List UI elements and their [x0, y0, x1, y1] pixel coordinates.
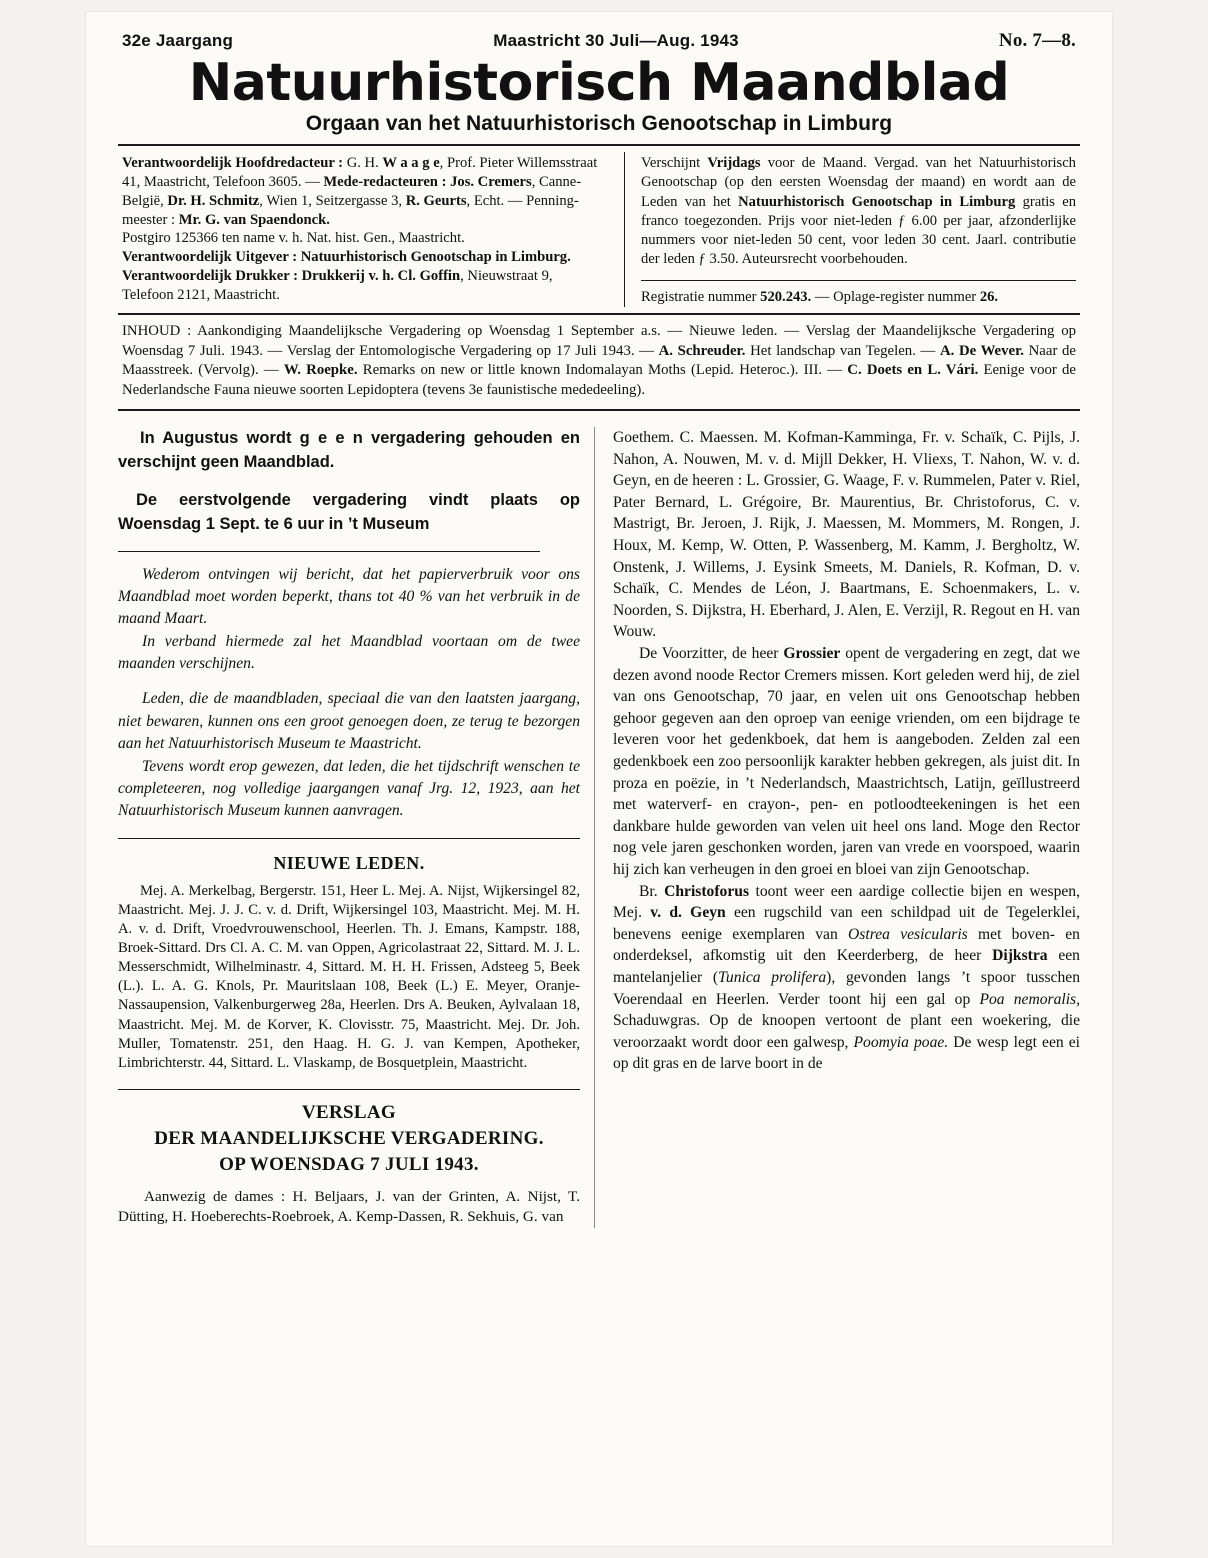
issue-number-label: No. 7—8.: [998, 30, 1076, 51]
chairman-paragraph: De Voorzitter, de heer Grossier opent de vergadering en zegt, dat we dezen avond noode Rector Cremers missen. Kort geleden werd hij, de ziel van ons Genootschap, 70 jaar, en velen uit ons Genootschap hebben gehoor gegeven aan den oproep van eenige vrienden, om een bijdrage te leveren voor het gedenkboek, dat hem is aangeboden. Zelden zal een gedenkboek een zoo persoonlijk karakter hebben gekregen, als juist dit. In proza en poëzie, in ’t Nederlandsch, Maastrichtsch, Latijn, geïllustreerd met waterverf- en crayon-, pen- en potloodteekeningen is het een dankbare hulde geworden van velen uit heel ons land. Moge den Rector nog vele jaren geschonken worden, jaren van vrede en voorspoed, waarin hij zich kan verheugen in den groei en bloei van zijn Genootschap.: [613, 645, 1080, 878]
registration-text: Registratie nummer 520.243. — Oplage-register nummer 26.: [641, 280, 1076, 307]
italic-paragraph-3: Leden, die de maandbladen, speciaal die van den laatsten jaargang, niet bewaren, kunnen ons een groot genoegen doen, ze terug te bezorgen aan het Natuurhistorisch Museum te Maastricht.: [118, 690, 580, 752]
table-of-contents: INHOUD : Aankondiging Maandelijksche Vergadering op Woensdag 1 September a.s. — Nieuwe leden. — Verslag der Maandelijksche Vergadering op Woensdag 7 Juli. 1943. — Verslag der Entomologische Vergadering op 17 Juli 1943. — A. Schreuder. Het landschap van Tegelen. — A. De Wever. Naar de Maasstreek. (Vervolg). — W. Roepke. Remarks on new or little known Indomalayan Moths (Lepid. Heteroc.). III. — C. Doets en L. Vári. Eenige voor de Nederlandsche Fauna nieuwe soorten Lepidoptera (tevens 3e faunistische mededeeling).: [118, 315, 1080, 411]
report-heading-line1: VERSLAG: [302, 1101, 396, 1123]
italic-note-paper: [118, 564, 580, 676]
christoforus-paragraph: Br. Christoforus toont weer een aardige collectie bijen en wespen, Mej. v. d. Geyn een rugschild van een schildpad uit de Tegelerklei, benevens eenige exemplaren van Ostrea vesicularis met boven- en onderdeksel, afkomstig uit den Keerderberg, de heer Dijkstra een mantelanjelier (Tunica prolifera), gevonden langs ’t spoor tusschen Voerendaal en Heerlen. Verder toont hij een gal op Poa nemoralis, Schaduwgras. Op de knoopen vertoont de plant een woekering, die veroorzaakt wordt door een galwesp, Poomyia poae. De wesp legt een ei op dit gras en de larve boort in de: [613, 882, 1081, 1073]
left-column: [118, 427, 595, 1228]
masthead-line: [118, 30, 1080, 54]
italic-paragraph-4: Tevens wordt erop gewezen, dat leden, die het tijdschrift wenschen te completeeren, nog volledige jaargangen vanaf Jrg. 12, 1923, aan het Natuurhistorisch Museum kunnen aanvragen.: [118, 757, 580, 820]
italic-note-issues: [118, 688, 580, 822]
attendance-paragraph: Aanwezig de dames : H. Beljaars, J. van der Grinten, A. Nijst, T. Dütting, H. Hoeberechts-Roebroek, A. Kemp-Dassen, R. Sekhuis, G. van: [118, 1187, 580, 1226]
divider-rule: [118, 551, 540, 552]
colophon-editorial: Verantwoordelijk Hoofdredacteur : G. H. W a a g e, Prof. Pieter Willemsstraat 41, Maastricht, Telefoon 3605. — Mede-redacteuren : Jos. Cremers, Canne-België, Dr. H. Schmitz, Wien 1, Seitzergasse 3, R. Geurts, Echt. — Penning-meester : Mr. G. van Spaendonck. Postgiro 125366 ten name v. h. Nat. hist. Gen., Maastricht. Verantwoordelijk Uitgever : Natuurhistorisch Genootschap in Limburg. Verantwoordelijk Drukker : Drukkerij v. h. Cl. Goffin, Nieuwstraat 9, Telefoon 2121, Maastricht.: [122, 155, 598, 303]
report-heading-line3: OP WOENSDAG 7 JULI 1943.: [219, 1154, 479, 1176]
place-date-label: Maastricht 30 Juli—Aug. 1943: [493, 31, 739, 50]
page-content: [118, 30, 1080, 1228]
divider-rule-2: [118, 838, 580, 839]
colophon-block: [118, 144, 1080, 315]
attendance-continued: Goethem. C. Maessen. M. Kofman-Kamminga, Fr. v. Schaïk, C. Pijls, J. Nahon, A. Nouwen, M. v. d. Mijll Dekker, H. Vliexs, T. Nahon, W. v. d. Geyn, en de heeren : L. Grossier, G. Waage, F. v. Rummelen, Pater v. Riel, Pater Bernard, L. Grégoire, Br. Maurentius, Br. Christoforus, C. v. Mastrigt, Br. Jeroen, J. Rijk, J. Maessen, M. Mommers, M. Rongen, J. Houx, M. Kemp, W. Otten, P. Wassenberg, M. Kamm, J. Bergholtz, W. Onstenk, J. Willems, J. Eysink Smeets, M. Daniels, R. Kofman, D. v. Schaïk, C. Mendes de Léon, J. Baartmans, E. Schoenmakers, L. v. Noorden, S. Dijkstra, H. Eberhard, J. Alen, E. Verzijl, R. Regout en H. van Wouw.: [613, 429, 1080, 641]
right-column: [595, 427, 1080, 1228]
report-heading-line2: DER MAANDELIJKSCHE VERGADERING.: [154, 1128, 544, 1150]
notice-no-august-meeting: In Augustus wordt g e e n vergadering gehouden en verschijnt geen Maandblad.: [118, 429, 580, 471]
colophon-divider: [624, 152, 625, 307]
new-members-heading: NIEUWE LEDEN.: [273, 853, 425, 874]
divider-rule-3: [118, 1089, 580, 1090]
journal-sheet: [86, 12, 1112, 1546]
report-heading: [118, 1100, 580, 1179]
colophon-subscription: [635, 152, 1080, 307]
new-members-list: Mej. A. Merkelbag, Bergerstr. 151, Heer L. Mej. A. Nijst, Wijkersingel 82, Maastricht. Mej. J. J. C. v. d. Drift, Wijkersingel 103, Maastricht. Mej. M. H. A. v. d. Drift, Vroedvrouwenschool, Heerlen. Th. J. Emans, Kampstr. 188, Broek-Sittard. Drs Cl. A. C. M. van Oppen, Agricolastraat 22, Sittard. M. J. L. Messerschmidt, Wilhelminastr. 4, Sittard. M. H. H. Frissen, Adsteeg 5, Beek (L.). L. A. G. Knols, Pr. Mauritslaan 108, Beek (L.) E. Meyer, Oranje-Nassaupension, Valkenburgerweg 28a, Heerlen. Drs A. Beuken, Aylvalaan 18, Maastricht. Mej. M. de Korver, K. Clovisstr. 75, Maastricht. Mej. Dr. Joh. Muller, Tomatenstr. 251, den Haag. H. G. J. van Kempen, Apotheker, Limbrichterstr. 44, Sittard. L. Vlaskamp, de Bosquetplein, Maastricht.: [118, 882, 580, 1071]
journal-subtitle: Orgaan van het Natuurhistorisch Genootschap in Limburg: [305, 112, 893, 136]
italic-paragraph-1: Wederom ontvingen wij bericht, dat het papierverbruik voor ons Maandblad moet worden beperkt, thans tot 40 % van het verbruik in de maand Maart.: [118, 565, 580, 628]
italic-paragraph-2: In verband hiermede zal het Maandblad voortaan om de twee maanden verschijnen.: [118, 633, 580, 673]
body-columns: [118, 427, 1080, 1228]
notice-next-meeting: De eerstvolgende vergadering vindt plaats op Woensdag 1 Sept. te 6 uur in ’t Museum: [118, 490, 580, 533]
volume-label: 32e Jaargang: [122, 31, 234, 50]
subscription-text: Verschijnt Vrijdags voor de Maand. Vergad. van het Natuurhistorisch Genootschap (op den eersten Woensdag der maand) en wordt aan de Leden van het Natuurhistorisch Genootschap in Limburg gratis en franco toegezonden. Prijs voor niet-leden ƒ 6.00 per jaar, afzonderlijke nummers voor niet-leden 50 cent, voor leden 30 cent. Jaarl. contributie der leden ƒ 3.50. Auteursrecht voorbehouden.: [641, 155, 1077, 268]
journal-title: Natuurhistorisch Maandblad: [188, 53, 1010, 113]
